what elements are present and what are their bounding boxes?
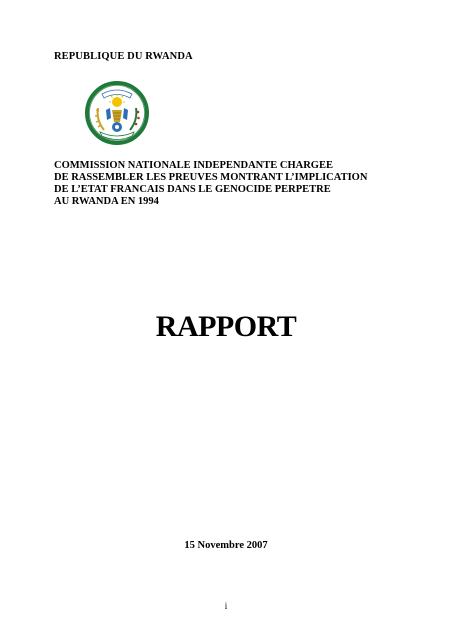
report-date: 15 Novembre 2007 bbox=[184, 540, 268, 551]
commission-line-3: DE L’ETAT FRANCAIS DANS LE GENOCIDE PERPETRE bbox=[54, 184, 331, 195]
commission-name bbox=[54, 160, 367, 208]
commission-line-1: COMMISSION NATIONALE INDEPENDANTE CHARGEE bbox=[54, 160, 333, 171]
page-number: i bbox=[224, 601, 228, 611]
commission-line-2: DE RASSEMBLER LES PREUVES MONTRANT L’IMPLICATION bbox=[54, 172, 368, 183]
coat-of-arms-icon bbox=[84, 80, 150, 146]
commission-line-4: AU RWANDA EN 1994 bbox=[54, 196, 159, 207]
coat-of-arms-emblem bbox=[84, 80, 150, 146]
country-heading: REPUBLIQUE DU RWANDA bbox=[54, 51, 193, 62]
report-title: RAPPORT bbox=[155, 310, 297, 343]
